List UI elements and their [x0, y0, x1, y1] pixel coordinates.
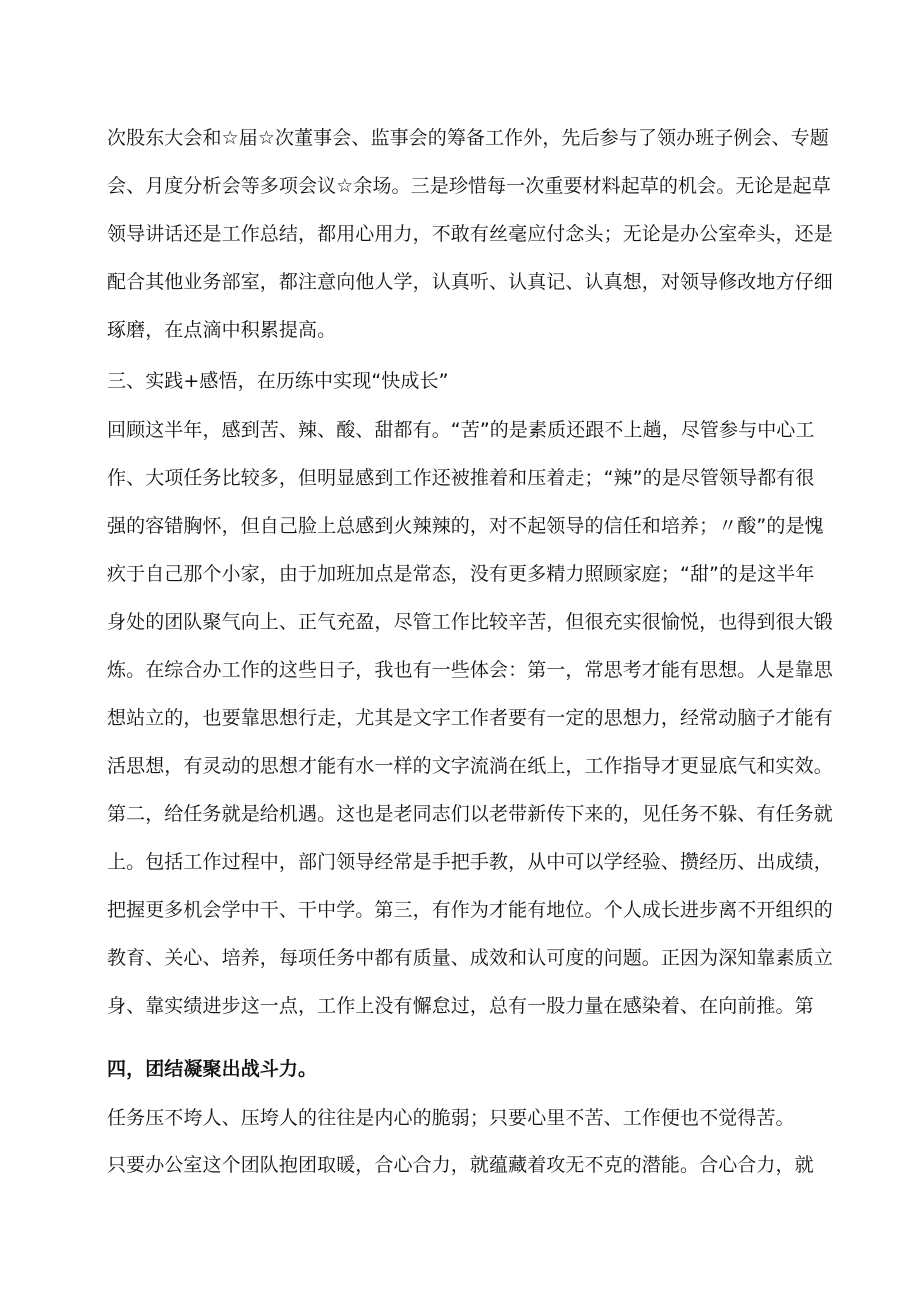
- text-line: 炼。在综合办工作的这些日子，我也有一些体会：第一，常思考才能有思想。人是靠思: [107, 659, 833, 681]
- text-line: 三、实践+感悟，在历练中实现“快成长”: [107, 370, 449, 392]
- text-line: 只要办公室这个团队抱团取暖，合心合力，就蕴藏着攻无不克的潜能。合心合力，就: [107, 1154, 814, 1176]
- text-line: 四，团结凝聚出战斗力。: [107, 1058, 318, 1080]
- text-line: 教育、关心、培养，每项任务中都有质量、成效和认可度的问题。正因为深知靠素质立: [107, 947, 833, 969]
- text-line: 第二，给任务就是给机遇。这也是老同志们以老带新传下来的，见任务不躲、有任务就: [107, 803, 833, 825]
- text-line: 配合其他业务部室，都注意向他人学，认真听、认真记、认真想，对领导修改地方仔细: [107, 271, 833, 293]
- text-line: 想站立的，也要靠思想行走，尤其是文字工作者要有一定的思想力，经常动脑子才能有: [107, 707, 833, 729]
- text-line: 活思想，有灵动的思想才能有水一样的文字流淌在纸上，工作指导才更显底气和实效。: [107, 755, 833, 777]
- text-line: 强的容错胸怀，但自己脸上总感到火辣辣的，对不起领导的信任和培养；〃酸”的是愧: [107, 515, 824, 537]
- paragraph-team: [107, 1141, 827, 1189]
- text-line: 把握更多机会学中干、干中学。第三，有作为才能有地位。个人成长进步离不开组织的: [107, 899, 833, 921]
- section-heading-three: [107, 357, 827, 405]
- paragraph-reflection: [107, 406, 833, 1030]
- text-line: 琢磨，在点滴中积累提高。: [107, 319, 337, 341]
- text-line: 身、靠实绩进步这一点，工作上没有懈怠过，总有一股力量在感染着、在向前推。第: [107, 995, 814, 1017]
- text-line: 次股东大会和☆届☆次董事会、监事会的筹备工作外，先后参与了领办班子例会、专题: [107, 127, 829, 149]
- text-line: 身处的团队聚气向上、正气充盈，尽管工作比较辛苦，但很充实很愉悦，也得到很大锻: [107, 611, 833, 633]
- text-line: 会、月度分析会等多项会议☆余场。三是珍惜每一次重要材料起草的机会。无论是起草: [107, 175, 831, 197]
- text-line: 上。包括工作过程中，部门领导经常是手把手教，从中可以学经验、攒经历、出成绩，: [107, 851, 833, 873]
- section-heading-four: [107, 1045, 827, 1093]
- text-line: 回顾这半年，感到苦、辣、酸、甜都有。“苦”的是素质还跟不上趟，尽管参与中心工: [107, 419, 815, 441]
- text-line: 疚于自己那个小家，由于加班加点是常态，没有更多精力照顾家庭；“甜”的是这半年: [107, 563, 815, 585]
- text-line: 作、大项任务比较多，但明显感到工作还被推着和压着走；“辣”的是尽管领导都有很: [107, 467, 815, 489]
- text-line: 领导讲话还是工作总结，都用心用力，不敢有丝毫应付念头；无论是办公室牵头，还是: [107, 223, 833, 245]
- paragraph-pressure: [107, 1094, 827, 1142]
- text-line: 任务压不垮人、压垮人的往往是内心的脆弱；只要心里不苦、工作便也不觉得苦。: [107, 1107, 795, 1129]
- paragraph-work-summary: [107, 114, 833, 354]
